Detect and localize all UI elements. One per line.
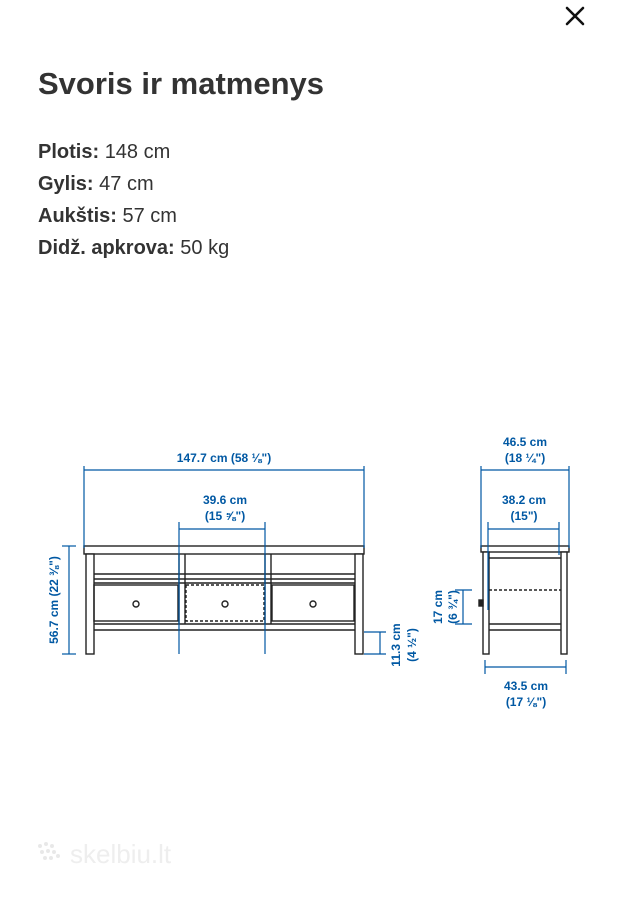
spec-height [38,200,229,232]
dim-drawer-height: 17 cm [431,589,445,625]
watermark-text: skelbiu.lt [70,839,172,869]
spec-depth-value: 47 cm [99,173,154,195]
dimension-diagram [0,420,618,720]
dim-total-width: 147.7 cm (58 ⅛") [176,451,272,465]
dim-drawer-width: 39.6 cm [202,493,248,507]
spec-height-label: Aukštis: [38,205,117,227]
spec-width-value: 148 cm [104,141,171,163]
page-title: Svoris ir matmenys [38,66,325,101]
side-view [479,546,569,654]
close-button[interactable] [560,3,590,33]
spec-max-load-label: Didž. apkrova: [38,237,175,259]
spec-max-load [38,232,229,264]
dim-base-depth: 43.5 cm [503,679,549,693]
spec-height-value: 57 cm [122,205,177,227]
dim-depth: 46.5 cm [502,435,548,449]
watermark-logo-icon [36,838,66,871]
spec-width [38,136,229,168]
dim-height: 56.7 cm (22 ⅜") [47,556,61,644]
dim-leg-height-inch: (4 ½") [405,628,419,662]
watermark [36,838,171,871]
dim-depth-inch: (18 ¼") [504,451,546,465]
dim-base-depth-inch: (17 ⅛") [505,695,547,709]
front-view [84,546,364,654]
dim-drawer-width-inch: (15 ⅝") [204,509,246,523]
spec-depth [38,168,229,200]
spec-max-load-value: 50 kg [180,237,230,259]
dim-inner-depth: 38.2 cm [501,493,547,507]
spec-list [38,136,229,264]
dim-inner-depth-inch: (15") [510,509,538,523]
spec-depth-label: Gylis: [38,173,94,195]
dim-drawer-height-inch: (6 ¾") [446,590,460,624]
dim-leg-height: 11.3 cm [389,623,403,667]
close-icon [564,5,586,32]
spec-width-label: Plotis: [38,141,100,163]
